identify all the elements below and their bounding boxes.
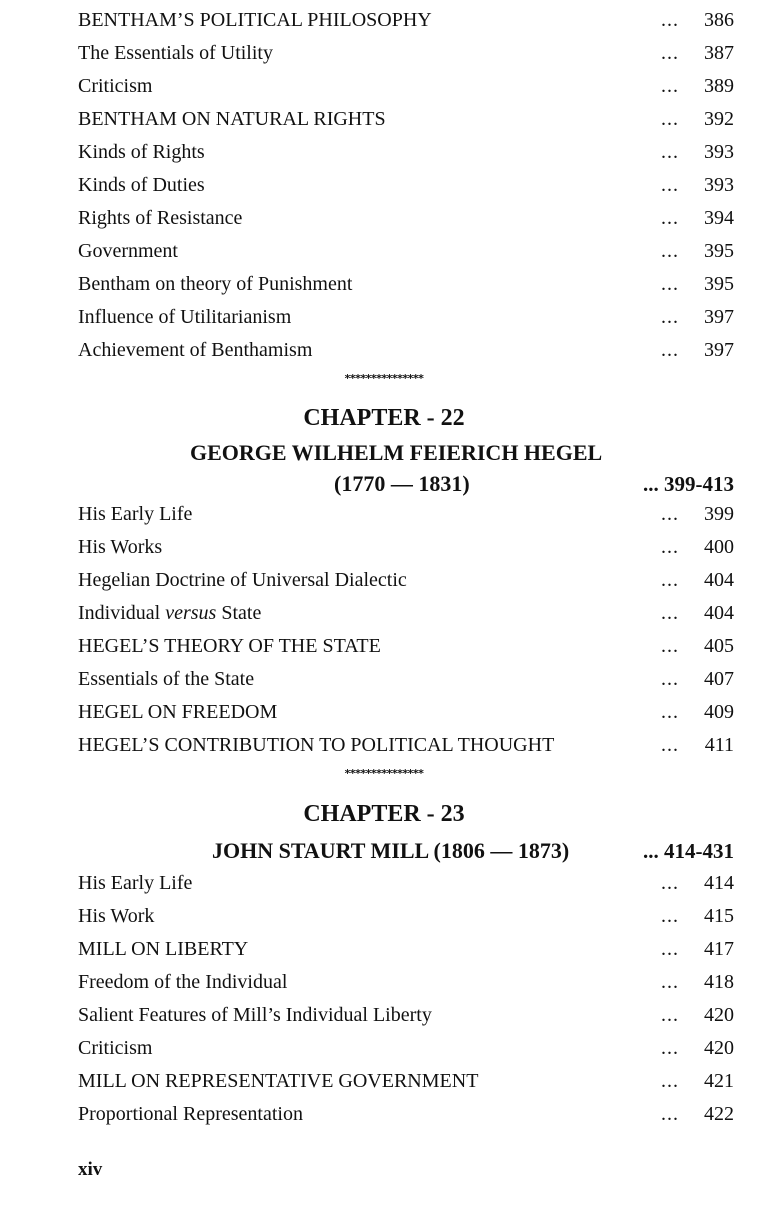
entry-page: 399: [704, 503, 734, 525]
entry-page: 400: [704, 536, 734, 558]
leader-dots: ...: [661, 536, 679, 558]
toc-entry: [78, 71, 734, 101]
entry-page: 387: [704, 42, 734, 64]
entry-title: [78, 598, 261, 628]
entry-page: 417: [704, 938, 734, 960]
entry-page: 404: [704, 602, 734, 624]
leader-dots: ...: [661, 503, 679, 525]
entry-page: 394: [704, 207, 734, 229]
entry-title-suffix: State: [216, 602, 262, 624]
entry-page: 395: [704, 273, 734, 295]
toc-entry: [78, 664, 734, 694]
entry-title: BENTHAM’S POLITICAL PHILOSOPHY: [78, 9, 432, 31]
entry-title: BENTHAM ON NATURAL RIGHTS: [78, 108, 386, 130]
leader-dots: ...: [661, 1037, 679, 1059]
entry-page: 393: [704, 141, 734, 163]
chapter-22-heading: CHAPTER - 22: [303, 405, 465, 431]
leader-dots: ...: [661, 306, 679, 328]
entry-title-emphasis: versus: [165, 602, 217, 624]
entry-page: 397: [704, 339, 734, 361]
entry-page: 407: [704, 668, 734, 690]
leader-dots: ...: [661, 240, 679, 262]
entry-page: 395: [704, 240, 734, 262]
entry-title: HEGEL’S CONTRIBUTION TO POLITICAL THOUGHT: [78, 734, 555, 756]
entry-title: The Essentials of Utility: [78, 42, 273, 64]
entry-page: 420: [704, 1004, 734, 1026]
toc-entry: [78, 934, 734, 964]
entry-title: Salient Features of Mill’s Individual Liberty: [78, 1004, 432, 1026]
entry-title: Criticism: [78, 1037, 153, 1059]
toc-entry: [78, 1099, 734, 1129]
entry-title: Hegelian Doctrine of Universal Dialectic: [78, 569, 407, 591]
leader-dots: ...: [661, 339, 679, 361]
chapter-23-author: JOHN STAURT MILL (1806 — 1873): [212, 838, 570, 863]
toc-entry: [78, 1000, 734, 1030]
leader-dots: ...: [661, 273, 679, 295]
page-number: xiv: [78, 1159, 103, 1180]
entry-title: MILL ON LIBERTY: [78, 938, 249, 960]
entry-page: 418: [704, 971, 734, 993]
toc-entry: [78, 269, 734, 299]
entry-title: Rights of Resistance: [78, 207, 243, 229]
entry-page: 389: [704, 75, 734, 97]
leader-dots: ...: [661, 569, 679, 591]
leader-dots: ...: [661, 1004, 679, 1026]
toc-entry: [78, 730, 734, 760]
entry-page: 421: [704, 1070, 734, 1092]
leader-dots: ...: [661, 971, 679, 993]
toc-entry: [78, 532, 734, 562]
entry-title: Criticism: [78, 75, 153, 97]
entry-title: His Works: [78, 536, 163, 558]
entry-page: 393: [704, 174, 734, 196]
leader-dots: ...: [661, 635, 679, 657]
entry-page: 409: [704, 701, 734, 723]
leader-dots: ...: [661, 174, 679, 196]
toc-entry: [78, 499, 734, 529]
toc-entry: [78, 38, 734, 68]
leader-dots: ...: [661, 42, 679, 64]
chapter-22-dates: (1770 — 1831): [334, 471, 470, 496]
entry-title: Essentials of the State: [78, 668, 255, 690]
toc-entry: [78, 203, 734, 233]
entry-title: Government: [78, 240, 178, 262]
entry-title: Bentham on theory of Punishment: [78, 273, 353, 295]
leader-dots: ...: [661, 602, 679, 624]
entry-title: His Early Life: [78, 872, 193, 894]
toc-entry: [78, 1066, 734, 1096]
entry-title: HEGEL ON FREEDOM: [78, 701, 278, 723]
leader-dots: ...: [661, 701, 679, 723]
chapter-22-page-range: ... 399-413: [643, 472, 734, 496]
chapter-22-author: GEORGE WILHELM FEIERICH HEGEL: [190, 440, 603, 465]
entry-page: 392: [704, 108, 734, 130]
entry-title: Influence of Utilitarianism: [78, 306, 292, 328]
leader-dots: ...: [661, 1070, 679, 1092]
entry-page: 420: [704, 1037, 734, 1059]
entry-page: 422: [704, 1103, 734, 1125]
entry-title: His Work: [78, 905, 155, 927]
toc-entry: [78, 5, 734, 35]
entry-title: HEGEL’S THEORY OF THE STATE: [78, 635, 381, 657]
toc-entry: [78, 901, 734, 931]
entry-page: 415: [704, 905, 734, 927]
toc-entry: [78, 104, 734, 134]
leader-dots: ...: [661, 734, 679, 756]
leader-dots: ...: [661, 108, 679, 130]
entry-title: Kinds of Rights: [78, 141, 205, 163]
chapter-23-heading: CHAPTER - 23: [303, 801, 465, 827]
entry-title: His Early Life: [78, 503, 193, 525]
section-separator: ***************: [344, 372, 424, 385]
leader-dots: ...: [661, 75, 679, 97]
toc-entry: [78, 170, 734, 200]
leader-dots: ...: [661, 938, 679, 960]
leader-dots: ...: [661, 9, 679, 31]
leader-dots: ...: [661, 872, 679, 894]
leader-dots: ...: [661, 905, 679, 927]
entry-title: MILL ON REPRESENTATIVE GOVERNMENT: [78, 1070, 479, 1092]
toc-entry: [78, 565, 734, 595]
leader-dots: ...: [661, 141, 679, 163]
toc-entry: [78, 631, 734, 661]
toc-entry: [78, 1033, 734, 1063]
entry-title-prefix: Individual: [78, 602, 166, 624]
entry-title: Freedom of the Individual: [78, 971, 288, 993]
entry-page: 414: [704, 872, 734, 894]
entry-title: Achievement of Benthamism: [78, 339, 313, 361]
entry-page: 411: [704, 734, 734, 756]
entry-page: 397: [704, 306, 734, 328]
toc-entry: [78, 236, 734, 266]
entry-page: 386: [704, 9, 734, 31]
section-separator: ***************: [344, 767, 424, 780]
toc-entry: [78, 697, 734, 727]
leader-dots: ...: [661, 668, 679, 690]
leader-dots: ...: [661, 207, 679, 229]
entry-title: Kinds of Duties: [78, 174, 205, 196]
toc-entry: [78, 598, 734, 628]
toc-entry: [78, 335, 734, 365]
toc-entry: [78, 868, 734, 898]
toc-entry: [78, 967, 734, 997]
entry-title: Proportional Representation: [78, 1103, 303, 1125]
entry-page: 405: [704, 635, 734, 657]
toc-entry: [78, 137, 734, 167]
leader-dots: ...: [661, 1103, 679, 1125]
toc-entry: [78, 302, 734, 332]
entry-page: 404: [704, 569, 734, 591]
chapter-23-page-range: ... 414-431: [643, 839, 734, 863]
